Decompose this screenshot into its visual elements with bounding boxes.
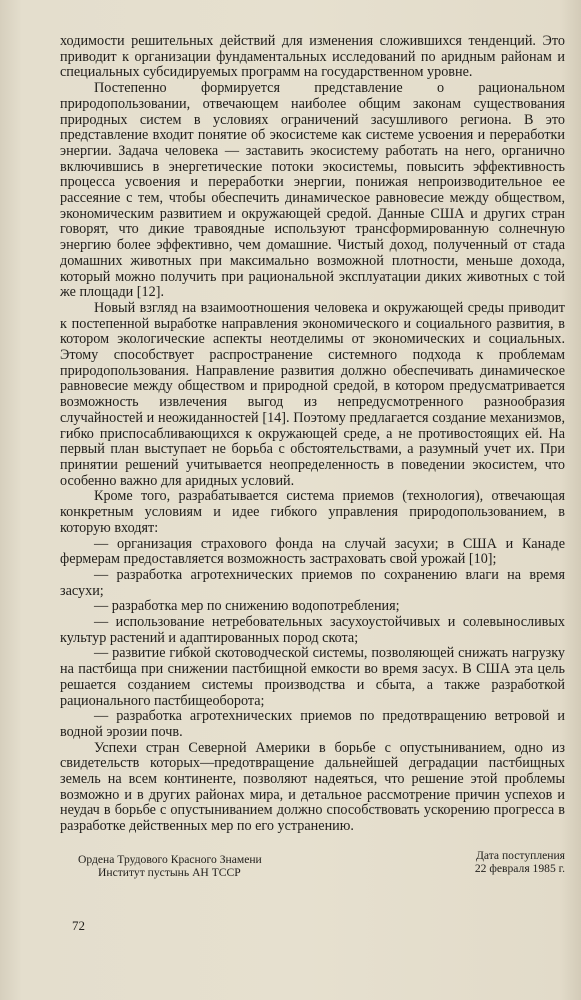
received-label: Дата поступления [475,848,565,862]
list-item-insurance-fund: — организация страхового фонда на случай засухи; в США и Канаде фермерам предоставляется возможность застраховать свой урожай [10]; [60,535,565,568]
paragraph-technology-system: Кроме того, разрабатывается система приемов (технология), отвечающая конкретным условиям и идее гибкого управления природопользованием, в которую входят: [60,488,565,536]
paragraph-new-view: Новый взгляд на взаимоотношения человека и окружающей среды приводит к постепенной выработке направления экономического и социального развития, в котором экологические аспекты неотделимы от экономических и социальных. Этому способствует распространение системного подхода к проблемам природопользования. Направление развития должно обеспечивать динамическое равновесие между обществом и природной средой, в котором предусматривается возможность извлечения выгод из непредусмотренного разнообразия случайностей и неожиданностей [14]. Поэтому предлагается создание механизмов, гибко приспосабливающихся к окружающей среде, а не противостоящих ей. На первый план выступает не борьба с обстоятельствами, а разумный учет их. При принятии решений учитывается неопределенность в поведении экосистем, что особенно важно для аридных условий. [60,299,565,489]
list-item-drought-resistant-crops: — использование нетребовательных засухоустойчивых и солевыносливых культур растений и адаптированных пород скота; [60,614,565,646]
received-date-block [475,849,565,875]
institution-line-2: Институт пустынь АН ТССР [98,865,241,879]
institution-block [78,853,298,879]
article-body [60,34,565,835]
list-item-moisture-retention: — разработка агротехнических приемов по сохранению влаги на время засухи; [60,566,565,599]
list-item-flexible-livestock-system: — развитие гибкой скотоводческой системы, позволяющей снижать нагрузку на пастбища при снижении пастбищной емкости во время засух. В США эта цель решается созданием системы производства и сбыта, а также разработкой рационального пастбищеоборота; [60,645,565,709]
list-item-water-consumption: — разработка мер по снижению водопотребления; [94,598,400,615]
article-footer [60,849,565,913]
institution-line-1: Ордена Трудового Красного Знамени [78,852,262,866]
page-number: 72 [72,918,85,933]
list-item-erosion-prevention: — разработка агротехнических приемов по предотвращению ветровой и водной эрозии почв. [60,708,565,740]
paragraph-rational-nature-use: Постепенно формируется представление о рациональном природопользовании, отвечающем наиболее общим законам существования природных систем в условиях ограничений засушливого региона. В это представление входит понятие об экосистеме как системе усвоения и переработки энергии. Задача человека — заставить экосистему работать на него, органично включившись в энергетические потоки экосистемы, повысить эффективность процесса усвоения и переработки энергии, понижая непроизводительное ее рассеяние с тем, чтобы обеспечить динамическое равновесие между обществом, экономическим развитием и окружающей средой. Данные США и других стран говорят, что дикие травоядные используют трансформированную солнечную энергию более эффективно, чем домашние. Чистый доход, полученный от стада домашних животных при максимально возможной плотности, меньше дохода, который можно получить при рациональной эксплуатации диких животных с той же площади [12]. [60,80,565,301]
paragraph-continuation: ходимости решительных действий для изменения сложившихся тенденций. Это приводит к организации фундаментальных исследований по аридным районам и специальных субсидируемых программ на государственном уровне. [60,33,565,81]
paragraph-conclusion: Успехи стран Северной Америки в борьбе с опустыниванием, одно из свидетельств которых—предотвращение дальнейшей деградации пастбищных земель на всем континенте, позволяют надеяться, что решение этой проблемы возможно и в других районах мира, и детальное рассмотрение причин успехов и неудач в борьбе с опустыниванием должно способствовать ускорению прогресса в разработке действенных мер по его устранению. [60,739,565,835]
received-date: 22 февраля 1985 г. [474,861,565,875]
